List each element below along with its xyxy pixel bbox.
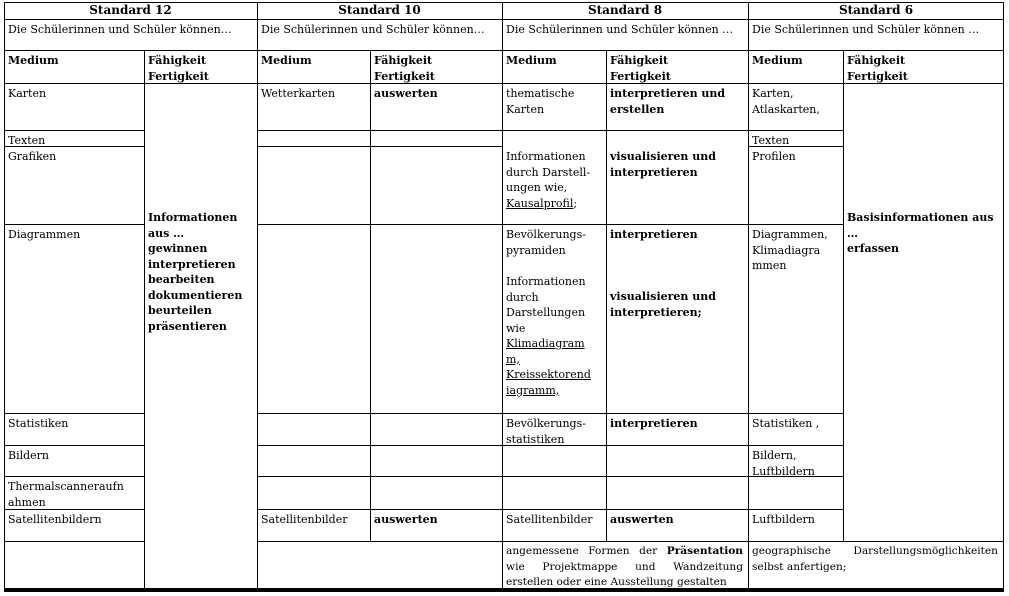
s12-medium-statistiken: Statistiken xyxy=(8,417,69,430)
s8-skill-informationen: visualisieren und interpretieren xyxy=(610,150,716,179)
s8-medium-thematische-karten: thematische Karten xyxy=(506,87,575,116)
s10-medium-satellitenbilder: Satellitenbilder xyxy=(261,513,348,526)
s8-medium-satellitenbilder: Satellitenbilder xyxy=(506,513,593,526)
s10-skill-wetterkarten: auswerten xyxy=(374,87,438,100)
col-medium-s12: Medium xyxy=(8,54,59,67)
header-standard-12: Standard 12 xyxy=(89,3,172,17)
s6-medium-texten: Texten xyxy=(752,134,790,147)
s8-skill-bevoelkerungspyramiden: interpretieren xyxy=(610,228,698,241)
s12-medium-texten: Texten xyxy=(8,134,46,147)
header-standard-10: Standard 10 xyxy=(338,3,421,17)
col-faehigkeit-s6: Fähigkeit Fertigkeit xyxy=(847,54,908,83)
header-standard-6: Standard 6 xyxy=(838,3,914,17)
s12-medium-karten: Karten xyxy=(8,87,47,100)
s8-praesentation: angemessene Formen der Präsentation wie Projektmappe und Wandzeitung erstellen oder eine Ausstellung gestalten xyxy=(506,545,743,588)
kausalprofil-link-text: Kausalprofil xyxy=(506,196,574,210)
intro-standard-8: Die Schülerinnen und Schüler können … xyxy=(506,23,734,36)
s6-medium-statistiken: Statistiken , xyxy=(752,417,820,430)
col-faehigkeit-s12: Fähigkeit Fertigkeit xyxy=(148,54,209,83)
col-faehigkeit-s8: Fähigkeit Fertigkeit xyxy=(610,54,671,83)
competency-table xyxy=(4,2,1004,592)
header-standard-8: Standard 8 xyxy=(587,3,663,17)
s6-medium-profilen: Profilen xyxy=(752,150,796,163)
s8-skill-satellitenbilder: auswerten xyxy=(610,513,674,526)
s12-medium-satellitenbildern: Satellitenbildern xyxy=(8,513,102,526)
s10-skill-satellitenbilder: auswerten xyxy=(374,513,438,526)
s8-skill-klimadiagramm: visualisieren und interpretieren; xyxy=(610,290,716,319)
s6-darstellungsmoeglichkeiten: geographische Darstellungsmöglichkeiten selbst anfertigen; xyxy=(752,545,998,573)
s6-medium-luftbildern: Luftbildern xyxy=(752,513,815,526)
s12-medium-diagrammen: Diagrammen xyxy=(8,228,81,241)
s8-medium-informationen-darstellungen: Informationen durch Darstell- ungen wie, Kausalprofil; xyxy=(506,150,591,210)
s8-medium-bevoelkerungspyramiden: Bevölkerungs- pyramiden xyxy=(506,228,586,257)
col-medium-s6: Medium xyxy=(752,54,803,67)
s6-medium-karten: Karten, Atlaskarten, xyxy=(752,87,820,116)
col-medium-s8: Medium xyxy=(506,54,557,67)
s12-medium-bildern: Bildern xyxy=(8,449,50,462)
s12-medium-grafiken: Grafiken xyxy=(8,150,57,163)
s8-medium-klimadiagramm: Informationen durch Darstellungen wie Klimadiagram m, Kreissektorend iagramm, xyxy=(506,275,591,397)
s8-skill-bevoelkerungsstatistiken: interpretieren xyxy=(610,417,698,430)
intro-standard-12: Die Schülerinnen und Schüler können… xyxy=(8,23,232,36)
s12-medium-thermalscanneraufnahmen: Thermalscanneraufn ahmen xyxy=(8,480,124,509)
intro-standard-10: Die Schülerinnen und Schüler können… xyxy=(261,23,485,36)
col-faehigkeit-s10: Fähigkeit Fertigkeit xyxy=(374,54,435,83)
s6-skills: Basisinformationen aus … erfassen xyxy=(847,211,994,255)
s10-medium-wetterkarten: Wetterkarten xyxy=(261,87,336,100)
s6-medium-diagrammen: Diagrammen, Klimadiagra mmen xyxy=(752,228,828,272)
s6-medium-bildern: Bildern, Luftbildern xyxy=(752,449,815,478)
s8-skill-thematische-karten: interpretieren und erstellen xyxy=(610,87,726,116)
intro-standard-6: Die Schülerinnen und Schüler können … xyxy=(752,23,980,36)
s8-medium-bevoelkerungsstatistiken: Bevölkerungs- statistiken xyxy=(506,417,586,446)
col-medium-s10: Medium xyxy=(261,54,312,67)
s12-skills: Informationen aus … gewinnen interpretieren bearbeiten dokumentieren beurteilen präsentieren xyxy=(148,211,243,333)
